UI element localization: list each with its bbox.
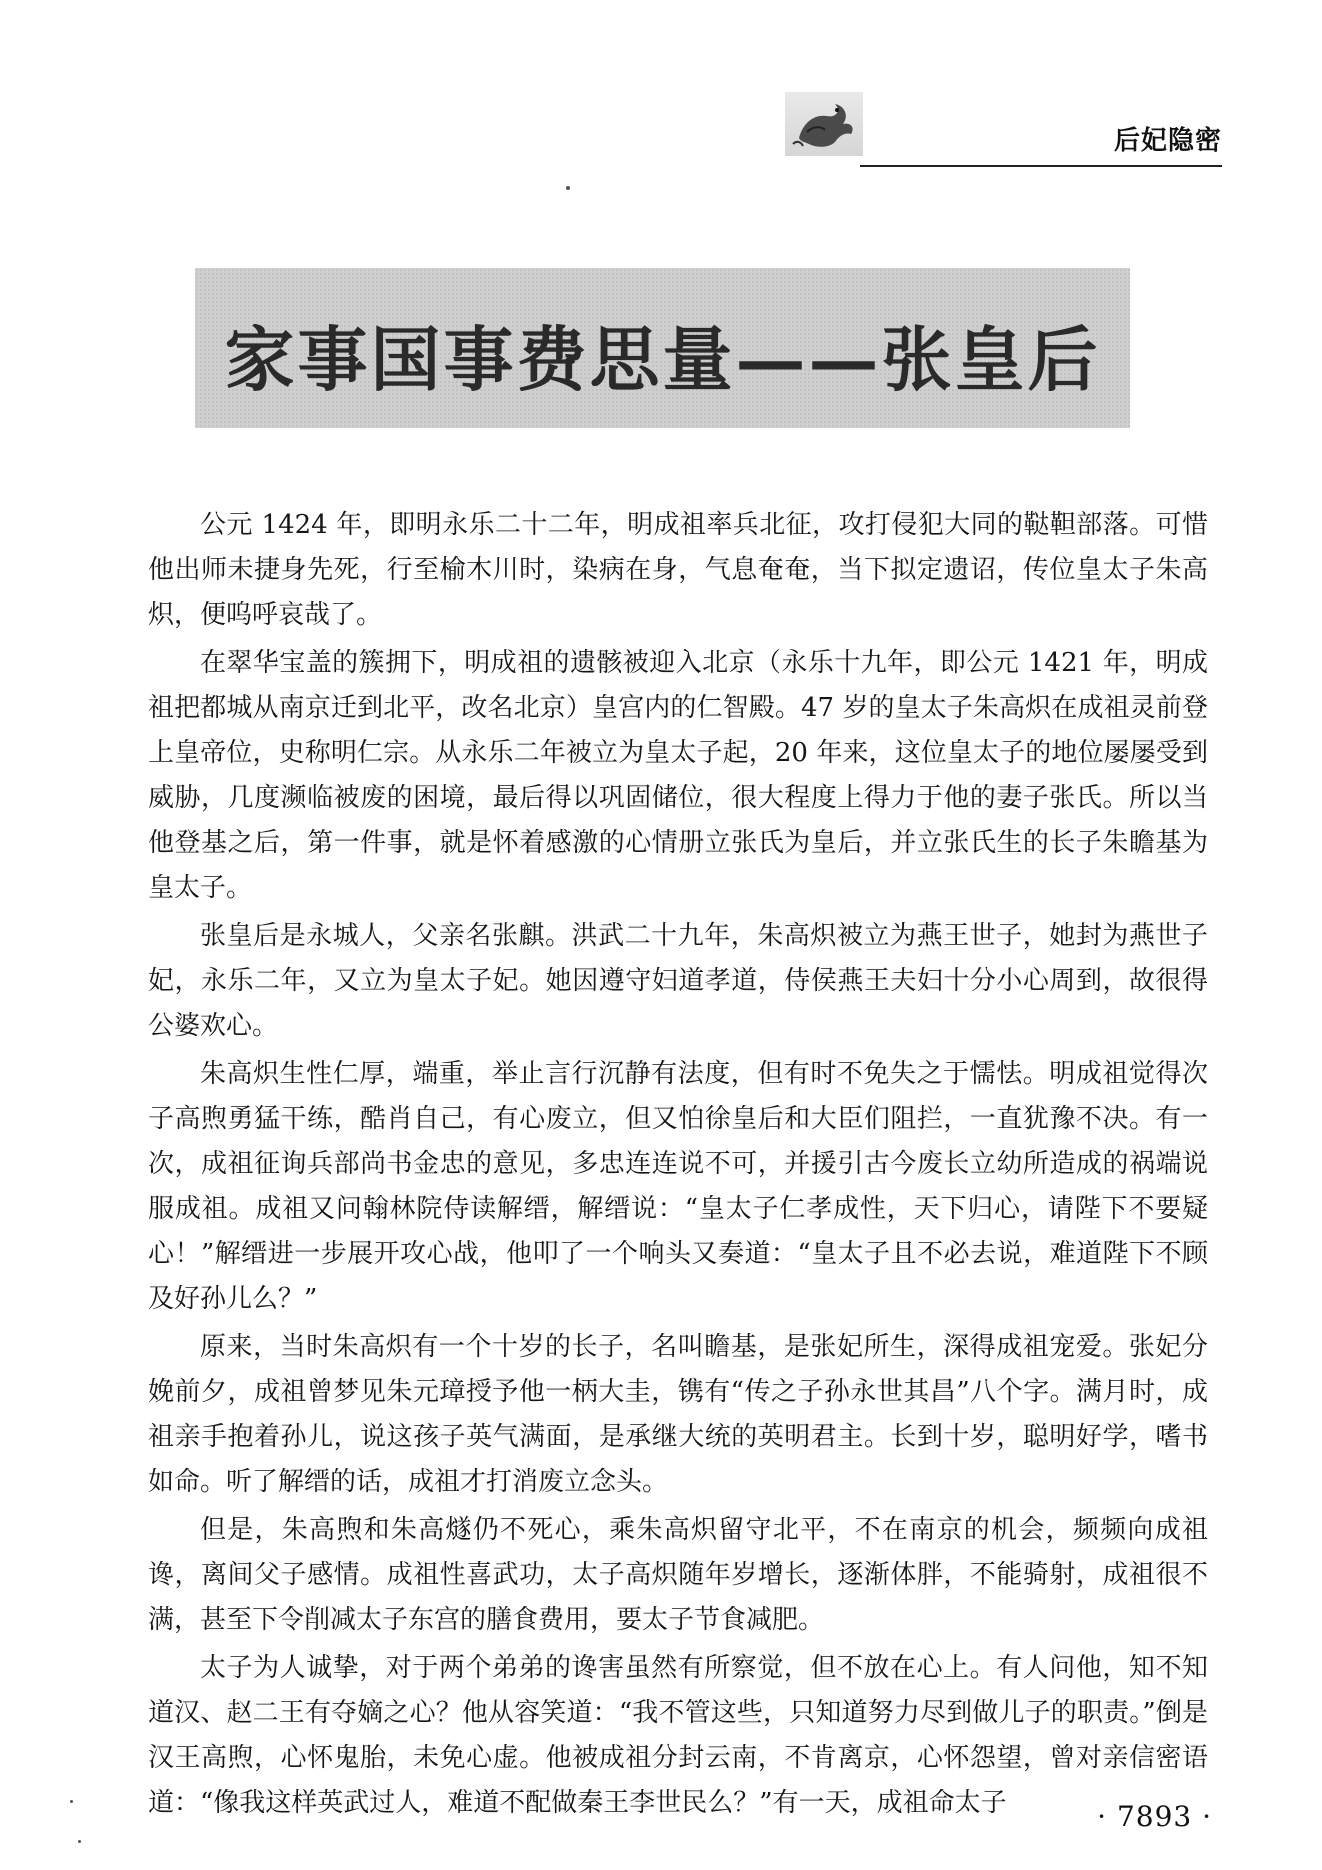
header-rule [860,165,1222,167]
stray-mark [78,1840,81,1843]
paragraph: 公元 1424 年，即明永乐二十二年，明成祖率兵北征，攻打侵犯大同的鞑靼部落。可惜他出师未捷身先死，行至榆木川时，染病在身，气息奄奄，当下拟定遗诏，传位皇太子朱高炽，便呜呼哀哉了。 [148,510,1208,630]
stray-mark [70,1800,73,1803]
paragraph: 朱高炽生性仁厚，端重，举止言行沉静有法度，但有时不免失之于懦怯。明成祖觉得次子高煦勇猛干练，酷肖自己，有心废立，但又怕徐皇后和大臣们阻拦，一直犹豫不决。有一次，成祖征询兵部尚书金忠的意见，多忠连连说不可，并援引古今废长立幼所造成的祸端说服成祖。成祖又问翰林院侍读解缙，解缙说：“皇太子仁孝成性，天下归心，请陛下不要疑心！”解缙进一步展开攻心战，他叩了一个响头又奏道：“皇太子且不必去说，难道陛下不顾及好孙儿么？” [148,1059,1208,1314]
section-title: 后妃隐密 [1113,126,1222,156]
chapter-title: 家事国事费思量——张皇后 [224,318,1101,401]
paragraph: 张皇后是永城人，父亲名张麒。洪武二十九年，朱高炽被立为燕王世子，她封为燕世子妃，永乐二年，又立为皇太子妃。她因遵守妇道孝道，侍侯燕王夫妇十分小心周到，故很得公婆欢心。 [148,921,1208,1041]
paragraph: 太子为人诚挚，对于两个弟弟的谗害虽然有所察觉，但不放在心上。有人问他，知不知道汉、赵二王有夺嫡之心？他从容笑道：“我不管这些，只知道努力尽到做儿子的职责。”倒是汉王高煦，心怀鬼胎，未免心虚。他被成祖分封云南，不肯离京，心怀怨望，曾对亲信密语道：“像我这样英武过人，难道不配做秦王李世民么？”有一天，成祖命太子 [148,1653,1208,1818]
paragraph: 但是，朱高煦和朱高燧仍不死心，乘朱高炽留守北平，不在南京的机会，频频向成祖谗，离间父子感情。成祖性喜武功，太子高炽随年岁增长，逐渐体胖，不能骑射，成祖很不满，甚至下令削减太子东宫的膳食费用，要太子节食减肥。 [148,1515,1208,1635]
dragon-icon [785,92,863,156]
title-banner [195,268,1130,428]
dragon-emblem [785,92,863,156]
stray-mark [566,186,570,190]
paragraph: 在翠华宝盖的簇拥下，明成祖的遗骸被迎入北京（永乐十九年，即公元 1421 年，明成祖把都城从南京迁到北平，改名北京）皇宫内的仁智殿。47 岁的皇太子朱高炽在成祖灵前登上皇帝位，史称明仁宗。从永乐二年被立为皇太子起，20 年来，这位皇太子的地位屡屡受到威胁，几度濒临被废的困境，最后得以巩固储位，很大程度上得力于他的妻子张氏。所以当他登基之后，第一件事，就是怀着感激的心情册立张氏为皇后，并立张氏生的长子朱瞻基为皇太子。 [148,648,1208,903]
article-body [148,503,1208,1829]
paragraph: 原来，当时朱高炽有一个十岁的长子，名叫瞻基，是张妃所生，深得成祖宠爱。张妃分娩前夕，成祖曾梦见朱元璋授予他一柄大圭，镌有“传之子孙永世其昌”八个字。满月时，成祖亲手抱着孙儿，说这孩子英气满面，是承继大统的英明君主。长到十岁，聪明好学，嗜书如命。听了解缙的话，成祖才打消废立念头。 [148,1332,1208,1497]
page-number: · 7893 · [1097,1800,1212,1833]
